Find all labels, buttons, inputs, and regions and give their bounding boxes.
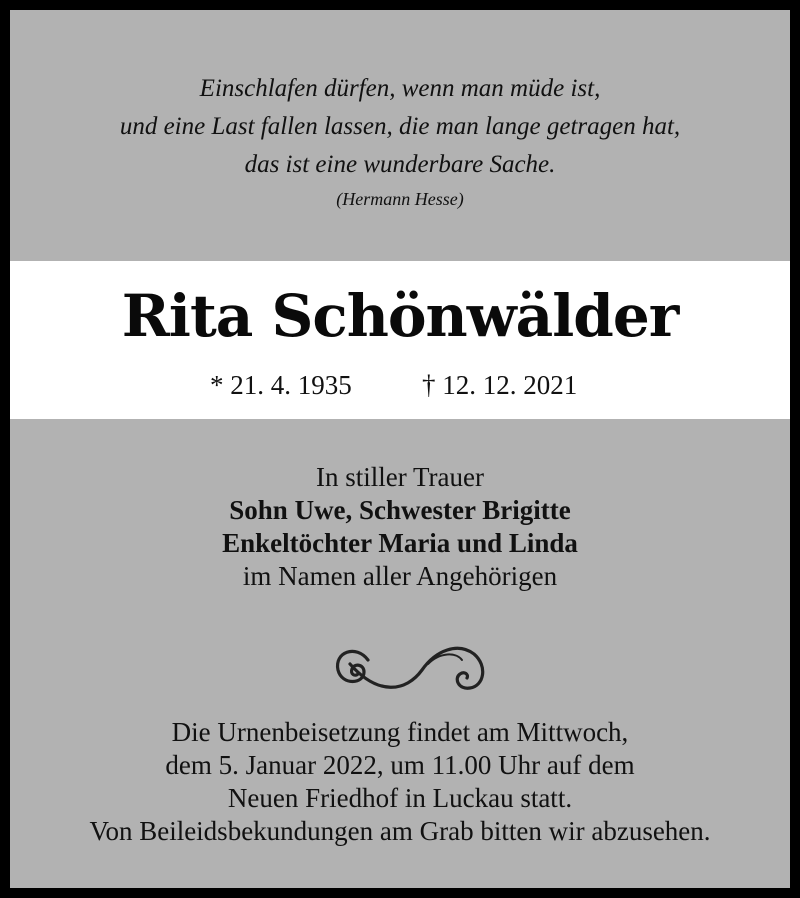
- mourning-closing: im Namen aller Angehörigen: [242, 561, 558, 591]
- birth-date: * 21. 4. 1935: [210, 370, 352, 400]
- mourner-names: Sohn Uwe, Schwester Brigitte: [229, 495, 571, 525]
- quote-block: [10, 70, 790, 214]
- swirl-ornament-icon: [328, 630, 490, 700]
- ceremony-line: Die Urnenbeisetzung findet am Mittwoch,: [171, 717, 629, 747]
- ceremony-block: [10, 716, 790, 848]
- quote-line: Einschlafen dürfen, wenn man müde ist,: [199, 75, 601, 102]
- quote-author: (Hermann Hesse): [336, 189, 464, 209]
- ceremony-line: Neuen Friedhof in Luckau statt.: [227, 783, 573, 813]
- ceremony-line: dem 5. Januar 2022, um 11.00 Uhr auf dem: [165, 750, 635, 780]
- death-date: † 12. 12. 2021: [422, 370, 578, 400]
- name-band: [10, 261, 790, 419]
- quote-line: das ist eine wunderbare Sache.: [244, 151, 556, 178]
- mourner-names: Enkeltöchter Maria und Linda: [222, 528, 578, 558]
- deceased-name: Rita Schönwälder: [121, 282, 679, 350]
- mourners-block: [10, 461, 790, 593]
- quote-line: und eine Last fallen lassen, die man lange getragen hat,: [119, 113, 681, 140]
- mourning-intro: In stiller Trauer: [316, 462, 484, 492]
- ceremony-line: Von Beileidsbekundungen am Grab bitten wir abzusehen.: [89, 816, 711, 846]
